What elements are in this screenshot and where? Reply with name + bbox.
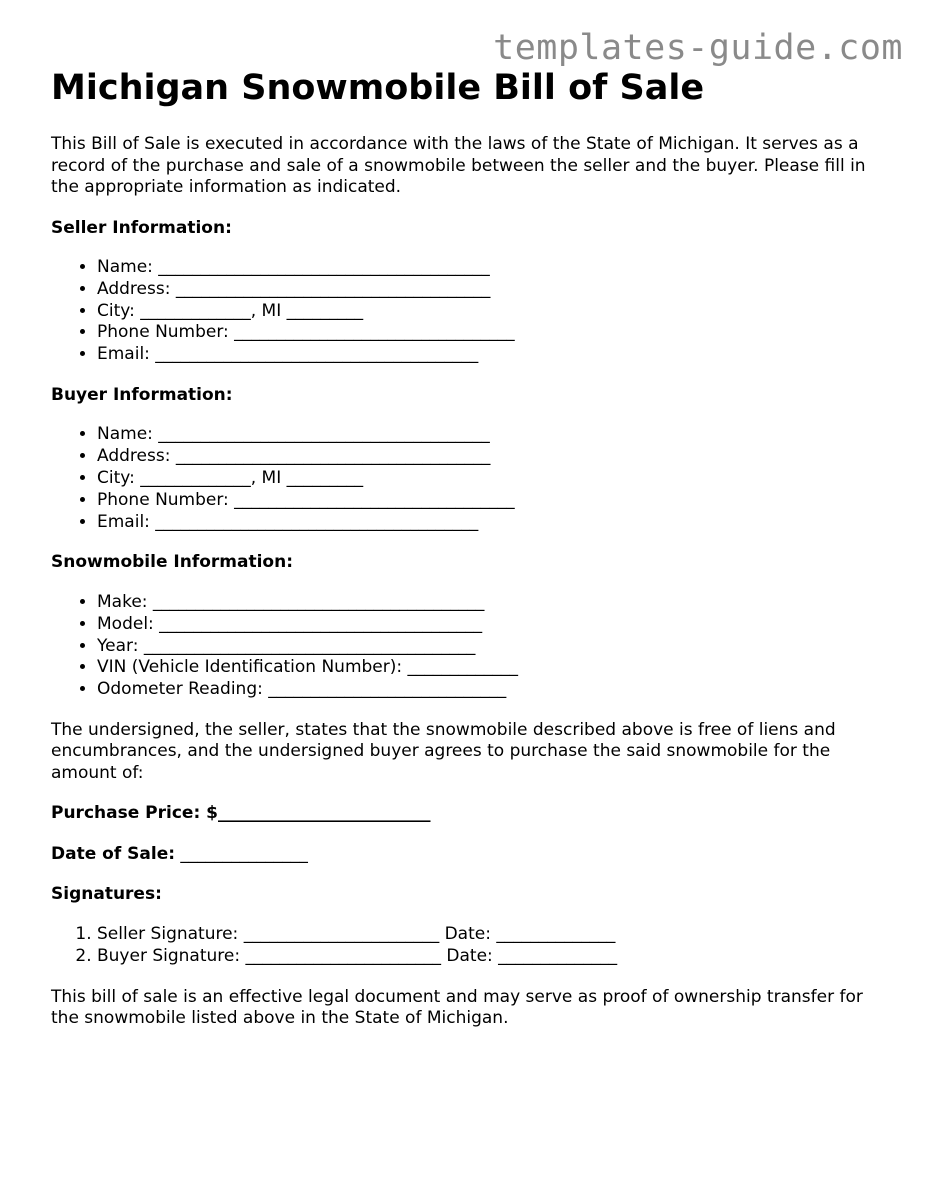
page-title: Michigan Snowmobile Bill of Sale [51,68,705,108]
model-field[interactable]: • Model: ______________________________________ [97,614,881,636]
date-of-sale-blank[interactable]: _______________ [175,843,308,864]
buyer-phone-field[interactable]: • Phone Number: _________________________________ [97,490,881,512]
signatures-heading: Signatures: [51,884,162,905]
year-field[interactable]: • Year: _______________________________________ [97,636,881,658]
signature-list [51,924,881,968]
closing-paragraph: This bill of sale is an effective legal document and may serve as proof of ownership transfer for the snowmobile listed above in the State of Michigan. [51,986,863,1029]
odometer-field[interactable]: • Odometer Reading: ____________________________ [97,679,881,701]
buyer-email-field[interactable]: • Email: ______________________________________ [97,512,881,534]
buyer-signature-line[interactable]: 2. Buyer Signature: _______________________ Date: ______________ [97,946,881,968]
date-of-sale-field[interactable] [51,844,881,866]
seller-heading: Seller Information: [51,217,232,238]
snowmobile-field-list [51,592,881,701]
buyer-address-field[interactable]: • Address: _____________________________________ [97,446,881,468]
buyer-name-field[interactable]: • Name: _______________________________________ [97,424,881,446]
intro-paragraph: This Bill of Sale is executed in accordance with the laws of the State of Michigan. It serves as a record of the purchase and sale of a snowmobile between the seller and the buyer. Please fill in the appropriate information as indicated. [51,134,866,197]
seller-name-field[interactable]: • Name: _______________________________________ [97,257,881,279]
document-body [51,66,881,1030]
statement-paragraph: The undersigned, the seller, states that the snowmobile described above is free of liens and encumbrances, and the undersigned buyer agrees to purchase the said snowmobile for the amount of: [51,719,836,783]
snowmobile-heading: Snowmobile Information: [51,552,294,573]
make-field[interactable]: • Make: _______________________________________ [97,592,881,614]
purchase-price-field[interactable]: Purchase Price: $_________________________ [51,803,431,824]
watermark: templates-guide.com [493,28,903,68]
vin-field[interactable]: • VIN (Vehicle Identification Number): _____________ [97,657,881,679]
seller-address-field[interactable]: • Address: _____________________________________ [97,279,881,301]
seller-city-field[interactable]: • City: _____________, MI _________ [97,301,881,323]
seller-email-field[interactable]: • Email: ______________________________________ [97,344,881,366]
seller-field-list [51,257,881,366]
date-of-sale-label: Date of Sale: [51,843,176,864]
buyer-heading: Buyer Information: [51,384,233,405]
seller-signature-line[interactable]: 1. Seller Signature: _______________________ Date: ______________ [97,924,881,946]
buyer-field-list [51,424,881,533]
seller-phone-field[interactable]: • Phone Number: _________________________________ [97,322,881,344]
buyer-city-field[interactable]: • City: _____________, MI _________ [97,468,881,490]
